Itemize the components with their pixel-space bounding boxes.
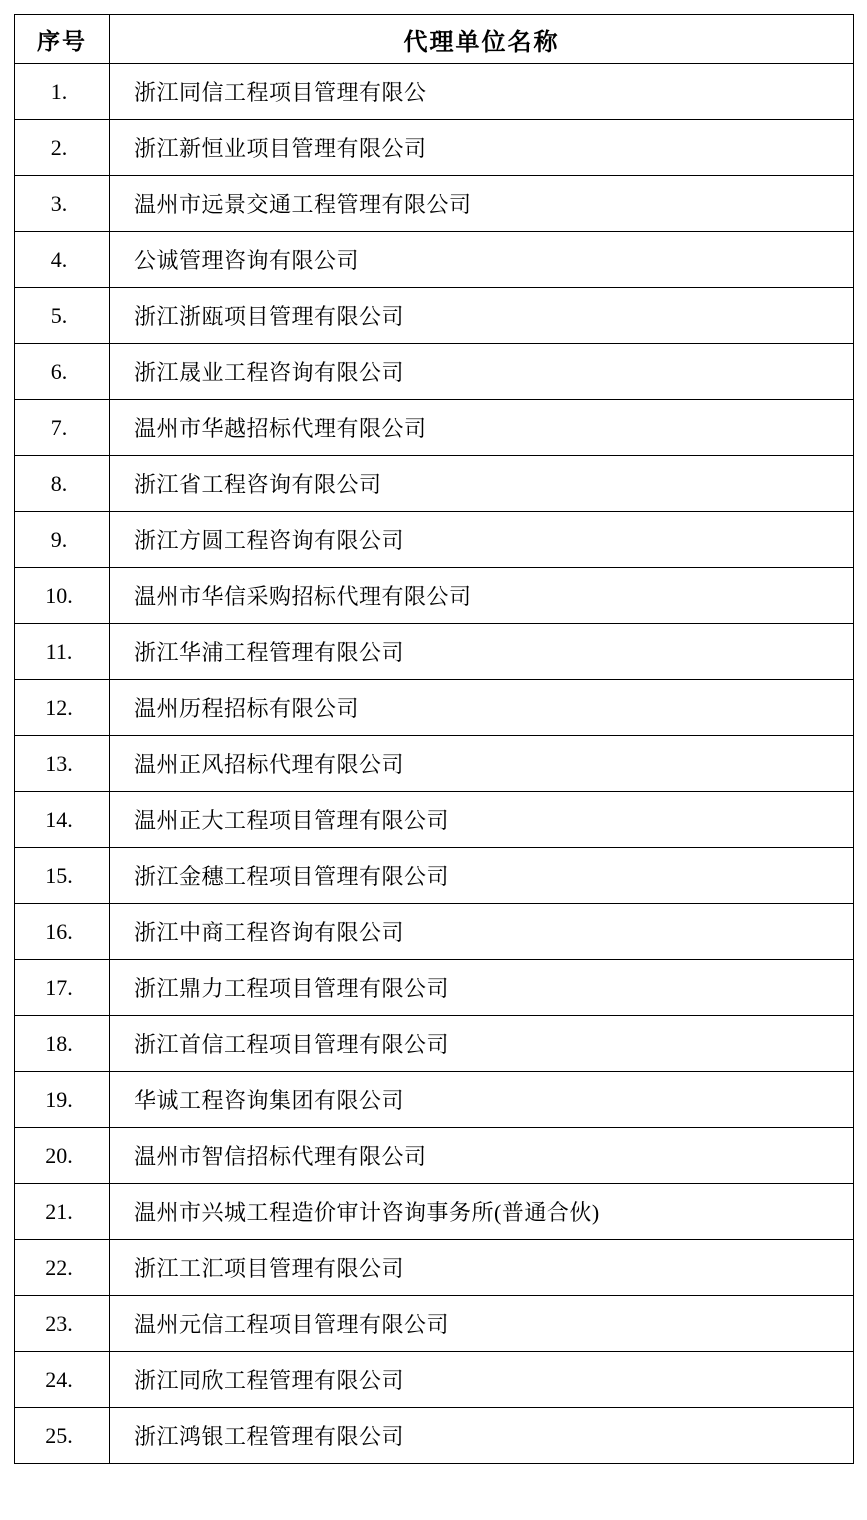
row-index-cell bbox=[15, 1408, 110, 1464]
agency-name-cell: 温州市远景交通工程管理有限公司 bbox=[110, 176, 854, 232]
row-index-value: 23. bbox=[45, 1310, 73, 1336]
row-index-value: 3. bbox=[50, 190, 68, 216]
table-row bbox=[15, 1072, 854, 1128]
table-row bbox=[15, 400, 854, 456]
row-index-cell bbox=[15, 624, 110, 680]
row-index-cell bbox=[15, 1184, 110, 1240]
table-row bbox=[15, 288, 854, 344]
table-row bbox=[15, 176, 854, 232]
row-index-cell bbox=[15, 288, 110, 344]
row-index-cell bbox=[15, 1352, 110, 1408]
row-index-cell bbox=[15, 568, 110, 624]
row-index-value: 8. bbox=[50, 470, 68, 496]
agency-name-cell: 浙江金穗工程项目管理有限公司 bbox=[110, 848, 854, 904]
row-index-value: 19. bbox=[45, 1086, 73, 1112]
agency-name-cell: 公诚管理咨询有限公司 bbox=[110, 232, 854, 288]
agency-name-cell: 浙江晟业工程咨询有限公司 bbox=[110, 344, 854, 400]
row-index-value: 18. bbox=[45, 1030, 73, 1056]
column-header-name: 代理单位名称 bbox=[110, 15, 854, 64]
agency-name-cell: 浙江鼎力工程项目管理有限公司 bbox=[110, 960, 854, 1016]
row-index-cell bbox=[15, 1016, 110, 1072]
column-header-index: 序号 bbox=[15, 15, 110, 64]
row-index-value: 1. bbox=[50, 78, 68, 104]
row-index-cell bbox=[15, 1240, 110, 1296]
row-index-cell bbox=[15, 680, 110, 736]
agency-name-cell: 温州市智信招标代理有限公司 bbox=[110, 1128, 854, 1184]
table-row bbox=[15, 792, 854, 848]
row-index-cell bbox=[15, 232, 110, 288]
table-row bbox=[15, 1408, 854, 1464]
table-row bbox=[15, 1184, 854, 1240]
table-row bbox=[15, 456, 854, 512]
table-body bbox=[15, 64, 854, 1464]
table-row bbox=[15, 904, 854, 960]
table-row bbox=[15, 512, 854, 568]
agency-name-cell: 温州元信工程项目管理有限公司 bbox=[110, 1296, 854, 1352]
row-index-cell bbox=[15, 960, 110, 1016]
row-index-cell bbox=[15, 1128, 110, 1184]
row-index-cell bbox=[15, 736, 110, 792]
row-index-cell bbox=[15, 400, 110, 456]
row-index-cell bbox=[15, 904, 110, 960]
row-index-value: 5. bbox=[50, 302, 68, 328]
table-header-row bbox=[15, 15, 854, 64]
agency-list-table bbox=[14, 14, 854, 1464]
table-row bbox=[15, 960, 854, 1016]
table-row bbox=[15, 568, 854, 624]
row-index-cell bbox=[15, 1072, 110, 1128]
table-row bbox=[15, 1296, 854, 1352]
row-index-cell bbox=[15, 176, 110, 232]
row-index-value: 11. bbox=[45, 638, 73, 664]
table-row bbox=[15, 344, 854, 400]
table-header bbox=[15, 15, 854, 64]
table-row bbox=[15, 848, 854, 904]
table-row bbox=[15, 1240, 854, 1296]
agency-name-cell: 浙江省工程咨询有限公司 bbox=[110, 456, 854, 512]
table-row bbox=[15, 736, 854, 792]
agency-name-cell: 浙江鸿银工程管理有限公司 bbox=[110, 1408, 854, 1464]
row-index-value: 15. bbox=[45, 862, 73, 888]
row-index-value: 9. bbox=[50, 526, 68, 552]
row-index-value: 12. bbox=[45, 694, 73, 720]
row-index-cell bbox=[15, 456, 110, 512]
agency-name-cell: 浙江同信工程项目管理有限公 bbox=[110, 64, 854, 120]
agency-name-cell: 浙江华浦工程管理有限公司 bbox=[110, 624, 854, 680]
row-index-cell bbox=[15, 120, 110, 176]
row-index-value: 21. bbox=[45, 1198, 73, 1224]
table-row bbox=[15, 624, 854, 680]
row-index-cell bbox=[15, 512, 110, 568]
table-row bbox=[15, 1128, 854, 1184]
row-index-value: 10. bbox=[45, 582, 73, 608]
row-index-value: 24. bbox=[45, 1366, 73, 1392]
agency-name-cell: 浙江中商工程咨询有限公司 bbox=[110, 904, 854, 960]
row-index-value: 20. bbox=[45, 1142, 73, 1168]
row-index-value: 14. bbox=[45, 806, 73, 832]
agency-name-cell: 浙江浙瓯项目管理有限公司 bbox=[110, 288, 854, 344]
table-row bbox=[15, 120, 854, 176]
row-index-value: 7. bbox=[50, 414, 68, 440]
agency-name-cell: 华诚工程咨询集团有限公司 bbox=[110, 1072, 854, 1128]
row-index-value: 17. bbox=[45, 974, 73, 1000]
agency-name-cell: 浙江新恒业项目管理有限公司 bbox=[110, 120, 854, 176]
row-index-cell bbox=[15, 848, 110, 904]
table-row bbox=[15, 680, 854, 736]
table-row bbox=[15, 1016, 854, 1072]
agency-name-cell: 温州市华越招标代理有限公司 bbox=[110, 400, 854, 456]
agency-name-cell: 温州历程招标有限公司 bbox=[110, 680, 854, 736]
table-row bbox=[15, 232, 854, 288]
row-index-cell bbox=[15, 344, 110, 400]
agency-name-cell: 浙江首信工程项目管理有限公司 bbox=[110, 1016, 854, 1072]
row-index-cell bbox=[15, 1296, 110, 1352]
row-index-value: 13. bbox=[45, 750, 73, 776]
row-index-cell bbox=[15, 64, 110, 120]
row-index-cell bbox=[15, 792, 110, 848]
table-row bbox=[15, 1352, 854, 1408]
row-index-value: 25. bbox=[45, 1422, 73, 1448]
row-index-value: 4. bbox=[50, 246, 68, 272]
agency-name-cell: 温州市华信采购招标代理有限公司 bbox=[110, 568, 854, 624]
agency-name-cell: 浙江方圆工程咨询有限公司 bbox=[110, 512, 854, 568]
row-index-value: 16. bbox=[45, 918, 73, 944]
agency-name-cell: 温州市兴城工程造价审计咨询事务所(普通合伙) bbox=[110, 1184, 854, 1240]
row-index-value: 2. bbox=[50, 134, 68, 160]
agency-name-cell: 浙江工汇项目管理有限公司 bbox=[110, 1240, 854, 1296]
row-index-value: 6. bbox=[50, 358, 68, 384]
agency-name-cell: 温州正大工程项目管理有限公司 bbox=[110, 792, 854, 848]
agency-name-cell: 浙江同欣工程管理有限公司 bbox=[110, 1352, 854, 1408]
table-row bbox=[15, 64, 854, 120]
agency-name-cell: 温州正风招标代理有限公司 bbox=[110, 736, 854, 792]
row-index-value: 22. bbox=[45, 1254, 73, 1280]
